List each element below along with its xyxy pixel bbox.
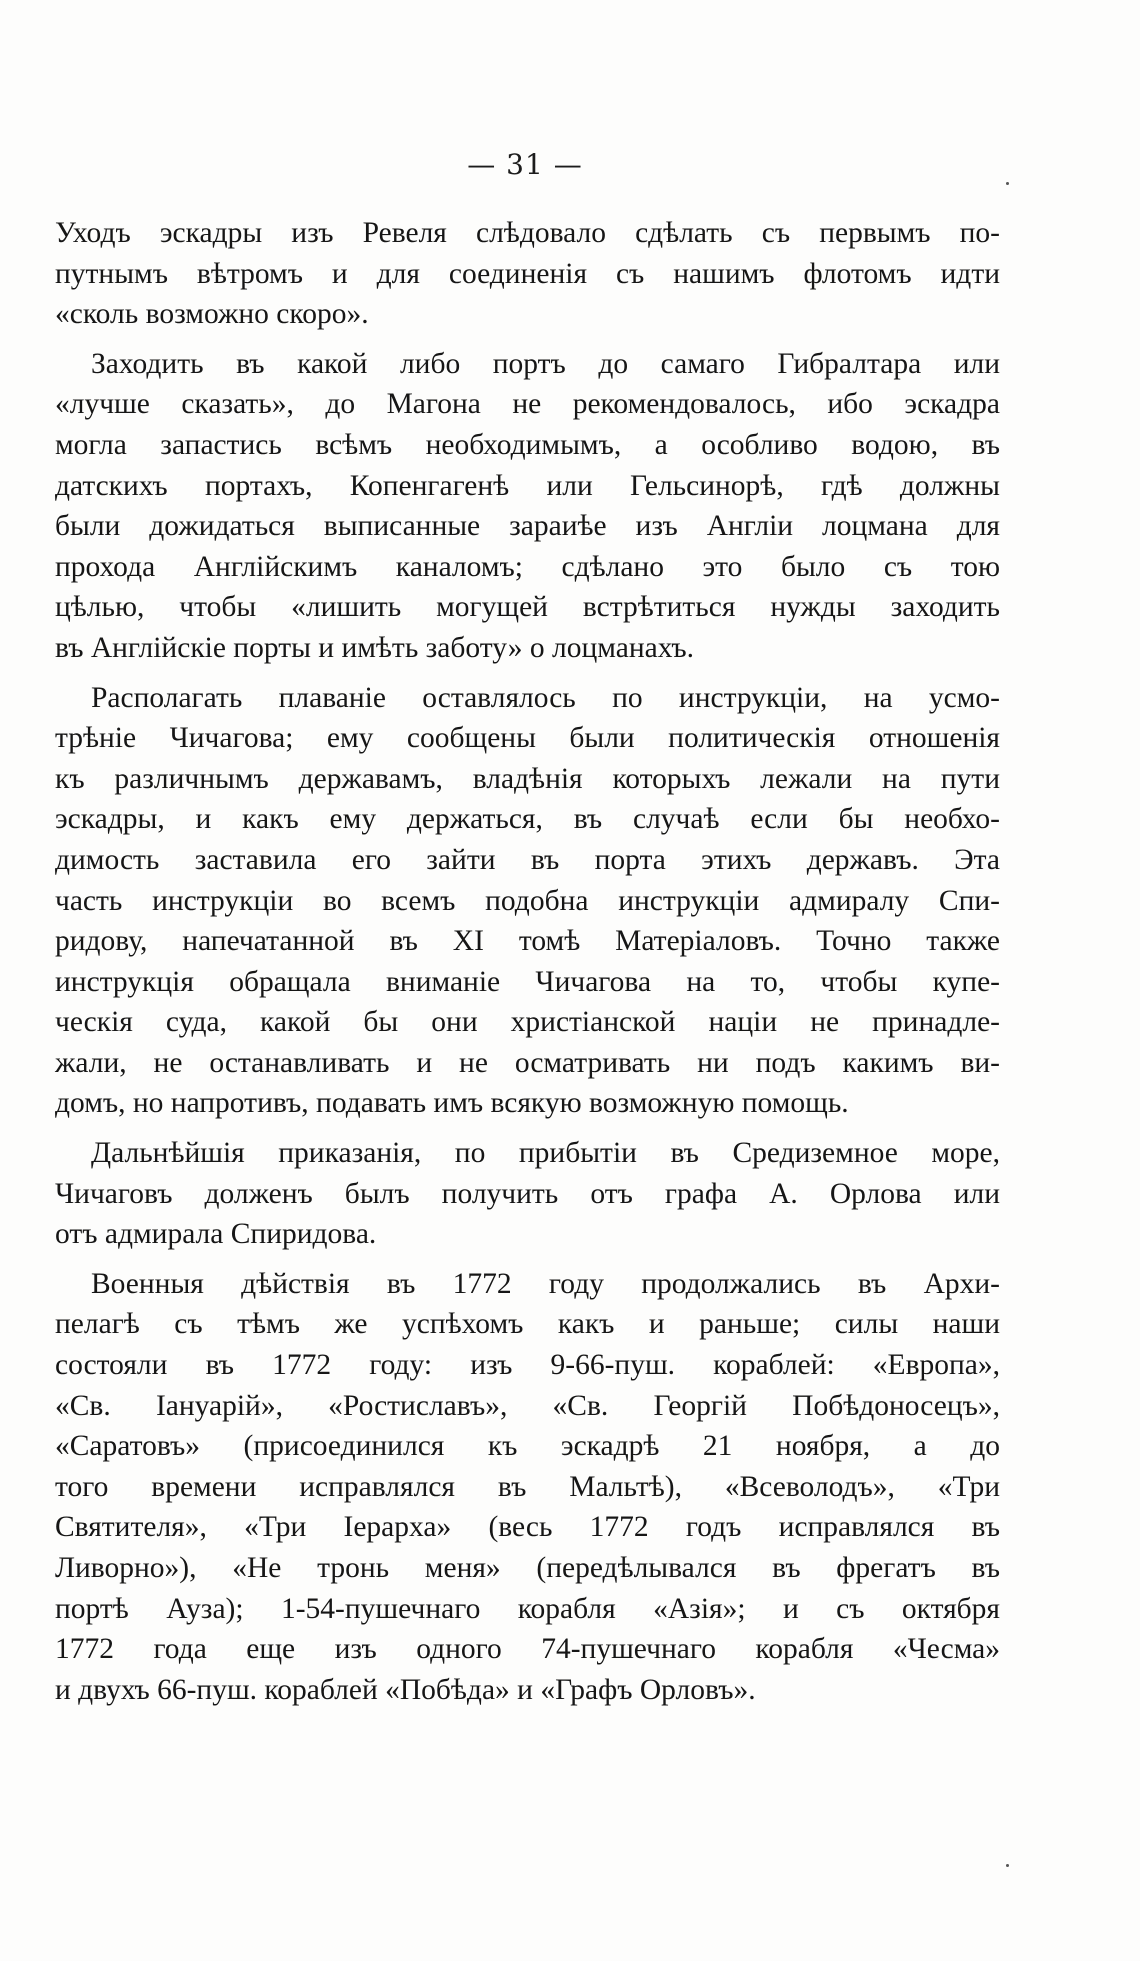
text-line: ческія суда, какой бы они христіанской націи не принадле- xyxy=(55,1006,1000,1039)
text-line: состояли въ 1772 году: изъ 9-66-пуш. кораблей: «Европа», xyxy=(55,1349,1000,1382)
text-line: Святителя», «Три Іерарха» (весь 1772 годъ исправлялся въ xyxy=(55,1511,1000,1544)
page-number: — 31 — xyxy=(467,148,583,181)
paper-speck xyxy=(1006,182,1009,185)
text-line: Дальнѣйшія приказанія, по прибытіи въ Средиземное море, xyxy=(91,1137,1000,1170)
text-line: отъ адмирала Спиридова. xyxy=(55,1218,377,1251)
text-line: домъ, но напротивъ, подавать имъ всякую возможную помощь. xyxy=(55,1087,849,1120)
text-line: инструкція обращала вниманіе Чичагова на то, чтобы купе- xyxy=(55,965,1000,998)
text-line: цѣлью, чтобы «лишить могущей встрѣтиться нужды заходить xyxy=(55,591,1000,624)
text-line: пелагѣ съ тѣмъ же успѣхомъ какъ и раньше; силы наши xyxy=(55,1308,1000,1341)
text-line: «Саратовъ» (присоединился къ эскадрѣ 21 ноября, а до xyxy=(55,1430,1000,1463)
text-line: часть инструкціи во всемъ подобна инструкціи адмиралу Спи- xyxy=(55,884,1000,917)
paragraph-5 xyxy=(55,1264,1000,1711)
text-line: Заходить въ какой либо портъ до самаго Гибралтара или xyxy=(91,347,1000,380)
text-line: 1772 года еще изъ одного 74-пушечнаго корабля «Чесма» xyxy=(55,1633,1000,1666)
paper-speck xyxy=(1006,1864,1009,1867)
text-line: могла запастись всѣмъ необходимымъ, а особливо водою, въ xyxy=(55,428,1000,461)
text-line: къ различнымъ державамъ, владѣнія которыхъ лежали на пути xyxy=(55,762,1000,795)
text-line: димость заставила его зайти въ порта этихъ державъ. Эта xyxy=(55,843,1000,876)
text-line: Военныя дѣйствія въ 1772 году продолжались въ Архи- xyxy=(91,1267,1000,1300)
text-line: трѣніе Чичагова; ему сообщены были политическія отношенія xyxy=(55,722,1000,755)
text-line: «сколь возможно скоро». xyxy=(55,298,369,331)
text-line: Чичаговъ долженъ былъ получить отъ графа А. Орлова или xyxy=(55,1177,1000,1210)
text-line: датскихъ портахъ, Копенгагенѣ или Гельсинорѣ, гдѣ должны xyxy=(55,469,1000,502)
text-line: прохода Англійскимъ каналомъ; сдѣлано это было съ тою xyxy=(55,550,1000,583)
text-line: жали, не останавливать и не осматривать ни подъ какимъ ви- xyxy=(55,1046,1000,1079)
paragraph-2 xyxy=(55,344,1000,669)
text-line: того времени исправлялся въ Мальтѣ), «Всеволодъ», «Три xyxy=(55,1470,1000,1503)
text-line: эскадры, и какъ ему держаться, въ случаѣ если бы необхо- xyxy=(55,803,1000,836)
text-line: «лучше сказать», до Магона не рекомендовалось, ибо эскадра xyxy=(55,388,1000,421)
text-line: и двухъ 66-пуш. кораблей «Побѣда» и «Графъ Орловъ». xyxy=(55,1673,756,1706)
text-line: Ливорно»), «Не тронь меня» (передѣлывался въ фрегатъ въ xyxy=(55,1552,1000,1584)
text-line: «Св. Іануарій», «Ростиславъ», «Св. Георгій Побѣдоносецъ», xyxy=(55,1389,1000,1422)
body-text xyxy=(55,213,1000,1710)
text-line: были дожидаться выписанные зараиѣе изъ Англіи лоцмана для xyxy=(55,510,1000,543)
paragraph-1 xyxy=(55,213,1000,335)
text-line: въ Англійскіе порты и имѣть заботу» о лоцманахъ. xyxy=(55,631,694,664)
text-line: ридову, напечатанной въ XI томѣ Матеріаловъ. Точно также xyxy=(55,925,1000,958)
text-line: путнымъ вѣтромъ и для соединенія съ нашимъ флотомъ идти xyxy=(55,257,1000,290)
text-line: Уходъ эскадры изъ Ревеля слѣдовало сдѣлать съ первымъ по- xyxy=(55,217,1000,249)
text-line: портѣ Ауза); 1-54-пушечнаго корабля «Азія»; и съ октября xyxy=(55,1592,1000,1625)
text-line: Располагать плаваніе оставлялось по инструкціи, на усмо- xyxy=(91,681,1000,714)
paragraph-4 xyxy=(55,1133,1000,1255)
paragraph-3 xyxy=(55,678,1000,1125)
